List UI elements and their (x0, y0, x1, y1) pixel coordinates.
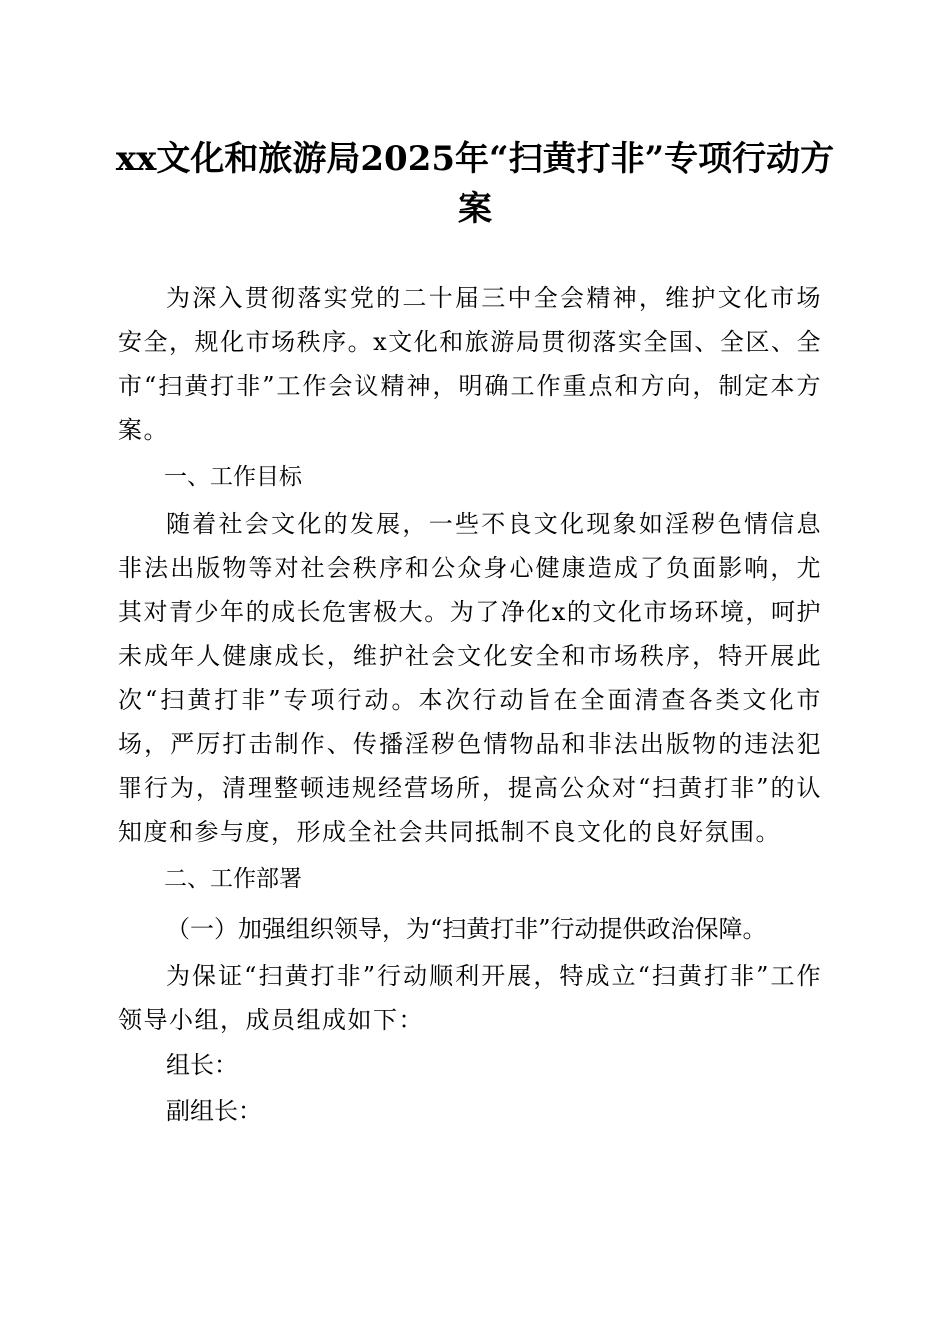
document-title: xx文化和旅游局2025年“扫黄打非”专项行动方案 (115, 139, 835, 229)
subsection-heading-organization: （一）加强组织领导，为“扫黄打非”行动提供政治保障。 (166, 915, 767, 943)
section-heading-work-deployment: 二、工作部署 (164, 866, 302, 892)
leader-label: 组长： (166, 1051, 238, 1079)
work-goals-paragraph: 随着社会文化的发展，一些不良文化现象如淫秽色情信息非法出版物等对社会秩序和公众身心健康造成了负面影响，尤其对青少年的成长危害极大。为了净化x的文化市场环境，呵护未成年人健康成长，维护社会文化安全和市场秩序，特开展此次“扫黄打非”专项行动。本次行动旨在全面清查各类文化市场，严厉打击制作、传播淫秽色情物品和非法出版物的违法犯罪行为，清理整顿违规经营场所，提高公众对“扫黄打非”的认知度和参与度，形成全社会共同抵制不良文化的良好氛围。 (118, 510, 822, 846)
section-heading-work-goals: 一、工作目标 (164, 464, 302, 490)
intro-paragraph: 为深入贯彻落实党的二十届三中全会精神，维护文化市场安全，规化市场秩序。x文化和旅游局贯彻落实全国、全区、全市“扫黄打非”工作会议精神，明确工作重点和方向，制定本方案。 (118, 284, 822, 444)
document-body (118, 276, 822, 1134)
leadership-group-paragraph: 为保证“扫黄打非”行动顺利开展，特成立“扫黄打非”工作领导小组，成员组成如下： (118, 962, 822, 1034)
deputy-leader-label: 副组长： (166, 1097, 262, 1125)
